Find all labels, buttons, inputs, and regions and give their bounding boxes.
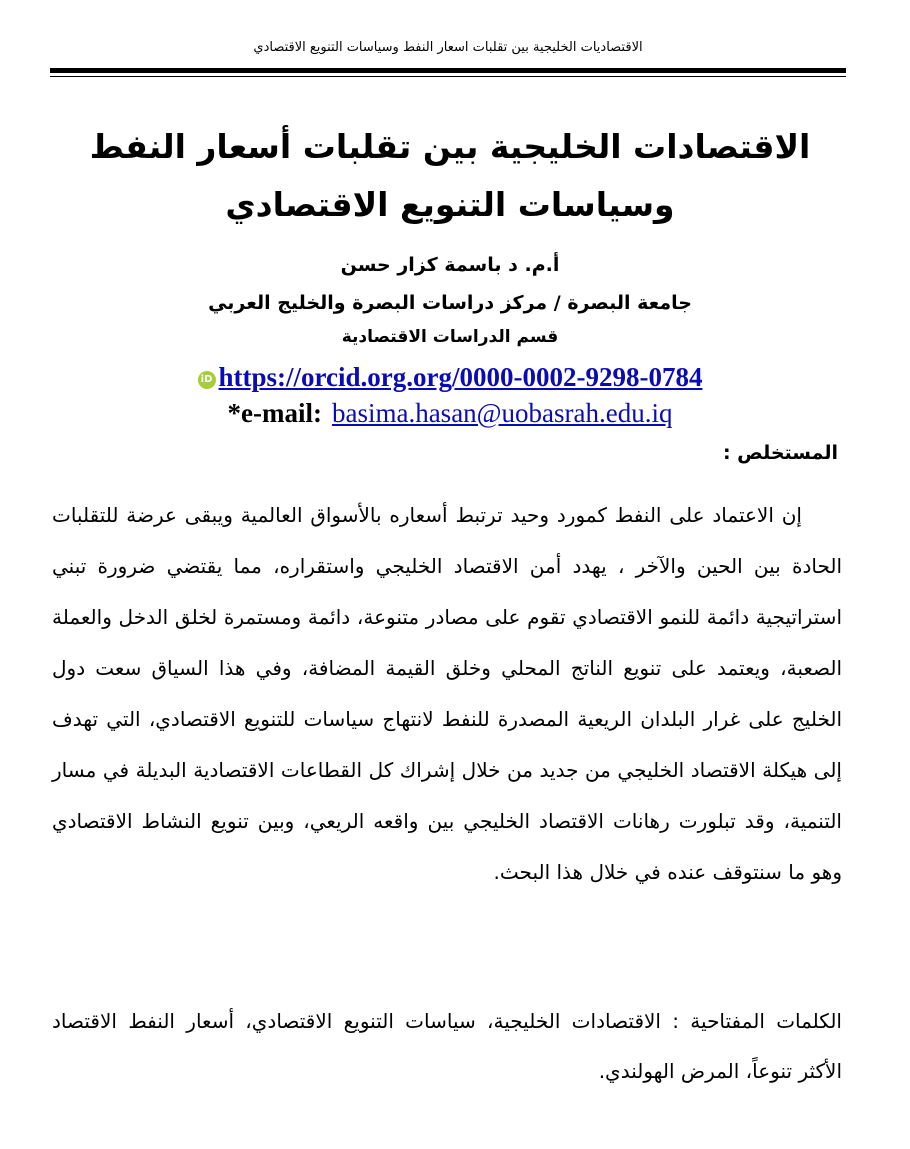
author-affiliation: جامعة البصرة / مركز دراسات البصرة والخليج العربي <box>208 292 692 314</box>
email-link[interactable]: basima.hasan@uobasrah.edu.iq <box>331 398 673 428</box>
orcid-link[interactable]: https://orcid.org.org/0000-0002-9298-0784 <box>218 362 703 392</box>
email-label: *e-mail: <box>227 398 322 428</box>
email-line <box>60 398 840 429</box>
keywords: الكلمات المفتاحية : الاقتصادات الخليجية، سياسات التنويع الاقتصادي، أسعار النفط الاقتصاد الأكثر تنوعاً، المرض الهولندي. <box>52 1009 842 1083</box>
running-header: الاقتصاديات الخليجية بين تقلبات اسعار النفط وسياسات التنويع الاقتصادي <box>253 40 643 55</box>
header-rule-thin <box>50 76 846 77</box>
orcid-icon: iD <box>198 371 216 389</box>
paper-title: الاقتصادات الخليجية بين تقلبات أسعار النفط وسياسات التنويع الاقتصادي <box>89 127 811 224</box>
header-rule-thick <box>50 68 846 73</box>
abstract-body: إن الاعتماد على النفط كمورد وحيد ترتبط أسعاره بالأسواق العالمية ويبقى عرضة للتقلبات الحادة بين الحين والآخر ، يهدد أمن الاقتصاد الخليجي واستقراره، مما يقتضي ضرورة تبني استراتيجية دائمة للنمو الاقتصادي تقوم على مصادر متنوعة، دائمة ومستمرة لخلق الدخل والعملة الصعبة، ويعتمد على تنويع الناتج المحلي وخلق القيمة المضافة، وفي هذا السياق سعت دول الخليج على غرار البلدان الريعية المصدرة للنفط لانتهاج سياسات للتنويع الاقتصادي، التي تهدف إلى هيكلة الاقتصاد الخليجي من جديد من خلال إشراك كل القطاعات الاقتصادية البديلة في مسار التنمية، وقد تبلورت رهانات الاقتصاد الخليجي بين واقعه الريعي، وبين تنويع النشاط الاقتصادي وهو ما سنتوقف عنده في خلال هذا البحث. <box>52 503 842 884</box>
abstract-heading: المستخلص : <box>722 442 838 464</box>
orcid-line <box>60 362 840 393</box>
author-department: قسم الدراسات الاقتصادية <box>341 327 559 347</box>
author-name: أ.م. د باسمة كزار حسن <box>340 254 560 276</box>
